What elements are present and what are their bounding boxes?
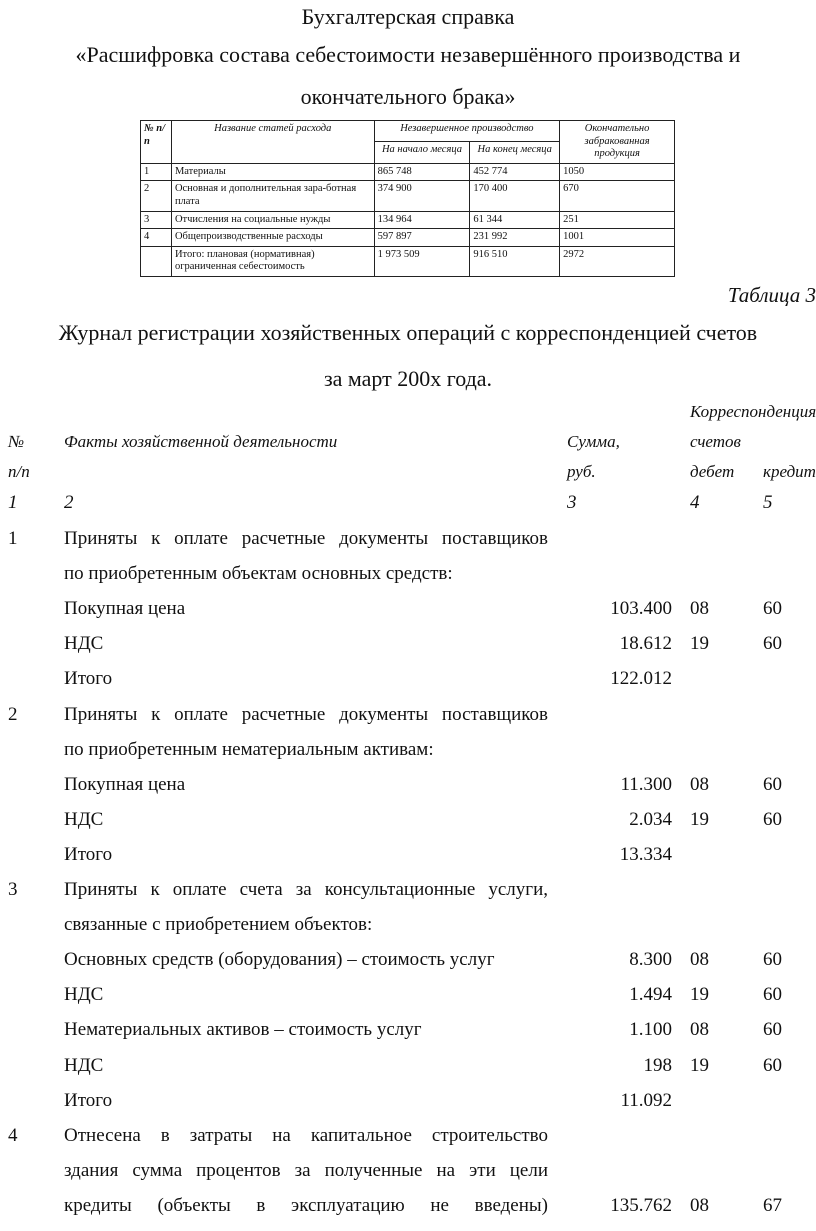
cell-name: Основная и дополнительная зара-ботная плата (171, 181, 374, 211)
journal-row (0, 528, 816, 564)
header-num-1: № (8, 432, 25, 451)
debit-account: 08 (690, 773, 709, 795)
credit-account: 60 (763, 633, 782, 655)
debit-account: 19 (690, 984, 709, 1006)
cell-start: 865 748 (374, 163, 470, 181)
cell-name: Общепроизводственные расходы (171, 229, 374, 247)
credit-account: 60 (763, 984, 782, 1006)
cell-defect: 670 (560, 181, 675, 211)
debit-account: 08 (690, 1194, 709, 1216)
fact-text: по приобретенным объектам основных средств: (64, 563, 453, 585)
cost-breakdown-table (140, 120, 675, 277)
amount: 8.300 (629, 949, 672, 971)
credit-account: 60 (763, 808, 782, 830)
amount: 11.300 (620, 773, 672, 795)
fact-text: Приняты к оплате расчетные документы поставщиков (64, 703, 548, 725)
credit-account: 60 (763, 1054, 782, 1076)
cell-end: 916 510 (470, 246, 560, 276)
fact-text: НДС (64, 633, 104, 655)
col-header-name: Название статей расхода (171, 121, 374, 164)
journal-row (0, 879, 816, 915)
journal-title-line2: за март 200х года. (323, 366, 493, 391)
cell-n: 3 (141, 211, 172, 229)
cell-n: 4 (141, 229, 172, 247)
credit-account: 60 (763, 949, 782, 971)
fact-text: Покупная цена (64, 773, 186, 795)
fact-text: Приняты к оплате счета за консультационные услуги, (64, 879, 548, 900)
cell-name: Материалы (171, 163, 374, 181)
journal-row (0, 1195, 816, 1231)
cell-end: 231 992 (470, 229, 560, 247)
debit-account: 08 (690, 1019, 709, 1041)
cell-start: 1 973 509 (374, 246, 470, 276)
amount: 2.034 (629, 808, 672, 830)
col-header-wip: Незавершенное производство (374, 121, 560, 142)
journal-row (0, 598, 816, 634)
journal-row (0, 949, 816, 985)
fact-text: НДС (64, 1054, 104, 1076)
col-header-num: № п/п (141, 121, 172, 164)
journal-row (0, 633, 816, 669)
amount: 198 (643, 1054, 672, 1076)
amount: 1.100 (629, 1019, 672, 1041)
journal-row (0, 984, 816, 1020)
fact-text: Покупная цена (64, 598, 186, 620)
journal-row (0, 563, 816, 599)
reference-subtitle-line1: «Расшифровка состава себестоимости незавершённого производства и (75, 42, 741, 67)
row-number: 3 (8, 879, 18, 900)
header-num-2: п/п (8, 462, 30, 481)
cell-n: 1 (141, 163, 172, 181)
header-sum-1: Сумма, (567, 432, 620, 451)
cell-name: Отчисления на социальные нужды (171, 211, 374, 229)
journal-row (0, 774, 816, 810)
reference-title: Бухгалтерская справка (301, 4, 515, 29)
table-row (141, 181, 675, 211)
fact-text: Итого (64, 668, 113, 690)
fact-text: НДС (64, 808, 104, 830)
journal-row (0, 844, 816, 880)
amount: 103.400 (610, 598, 672, 620)
journal-title-line1: Журнал регистрации хозяйственных операций с корреспонденцией счетов (58, 320, 758, 345)
column-number-1: 1 (8, 492, 18, 513)
cell-name: Итого: плановая (нормативная) ограниченная себестоимость (171, 246, 374, 276)
fact-text: НДС (64, 984, 104, 1006)
amount: 1.494 (629, 984, 672, 1006)
fact-text: Итого (64, 1089, 113, 1111)
header-sum-2: руб. (567, 462, 596, 481)
credit-account: 67 (763, 1194, 782, 1216)
cell-start: 134 964 (374, 211, 470, 229)
fact-text: Нематериальных активов – стоимость услуг (64, 1019, 422, 1041)
journal-row (0, 1125, 816, 1161)
col-header-start: На начало месяца (374, 142, 470, 163)
journal-row (0, 1019, 816, 1055)
fact-text: Основных средств (оборудования) – стоимость услуг (64, 949, 495, 971)
header-facts: Факты хозяйственной деятельности (64, 432, 338, 451)
row-number: 2 (8, 703, 18, 725)
credit-account: 60 (763, 773, 782, 795)
header-credit: кредит (763, 462, 816, 481)
journal-row (0, 809, 816, 845)
journal-row (0, 1090, 816, 1126)
column-number-5: 5 (763, 492, 773, 513)
cell-n: 2 (141, 181, 172, 211)
cell-defect: 1050 (560, 163, 675, 181)
credit-account: 60 (763, 598, 782, 620)
table-row (141, 163, 675, 181)
journal-row (0, 739, 816, 775)
column-number-3: 3 (567, 492, 577, 513)
journal-row (0, 914, 816, 950)
reference-subtitle-line2: окончательного брака» (300, 84, 516, 109)
journal-row (0, 704, 816, 740)
fact-text: Итого (64, 843, 113, 865)
fact-text: по приобретенным нематериальным активам: (64, 738, 434, 760)
column-number-2: 2 (64, 492, 74, 513)
table-label: Таблица 3 (727, 283, 816, 307)
credit-account: 60 (763, 1019, 782, 1041)
amount: 18.612 (619, 633, 672, 655)
amount: 13.334 (619, 843, 672, 865)
column-number-4: 4 (690, 492, 700, 513)
debit-account: 19 (690, 808, 709, 830)
col-header-end: На конец месяца (470, 142, 560, 163)
row-number: 4 (8, 1124, 18, 1146)
journal-row (0, 1160, 816, 1196)
cell-n (141, 246, 172, 276)
header-accounts: счетов (690, 432, 741, 451)
col-header-defect: Окончательно забракованная продукция (560, 121, 675, 164)
journal-row (0, 1055, 816, 1091)
journal-row (0, 668, 816, 704)
cell-defect: 1001 (560, 229, 675, 247)
debit-account: 08 (690, 598, 709, 620)
debit-account: 19 (690, 633, 709, 655)
amount: 135.762 (610, 1194, 672, 1216)
table-row (141, 246, 675, 276)
row-number: 1 (8, 528, 18, 549)
cell-end: 170 400 (470, 181, 560, 211)
fact-text: здания сумма процентов за полученные на эти цели (64, 1159, 548, 1181)
header-correspondence: Корреспонденция (690, 402, 816, 421)
amount: 11.092 (620, 1089, 672, 1111)
cell-start: 374 900 (374, 181, 470, 211)
debit-account: 08 (690, 949, 709, 971)
header-debit: дебет (690, 462, 735, 481)
cell-end: 452 774 (470, 163, 560, 181)
cell-defect: 251 (560, 211, 675, 229)
cell-start: 597 897 (374, 229, 470, 247)
fact-text: кредиты (объекты в эксплуатацию не введены) (64, 1194, 548, 1216)
cell-end: 61 344 (470, 211, 560, 229)
cell-defect: 2972 (560, 246, 675, 276)
table-row (141, 211, 675, 229)
fact-text: Приняты к оплате расчетные документы поставщиков (64, 528, 548, 549)
fact-text: связанные с приобретением объектов: (64, 914, 373, 936)
fact-text: Отнесена в затраты на капитальное строительство (64, 1124, 548, 1146)
debit-account: 19 (690, 1054, 709, 1076)
table-row (141, 229, 675, 247)
amount: 122.012 (610, 668, 672, 690)
